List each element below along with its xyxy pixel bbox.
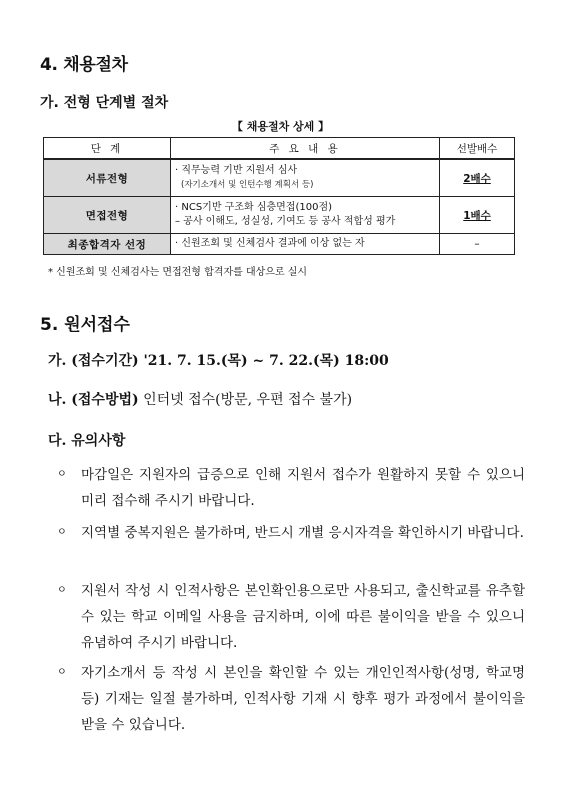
table-header-row <box>44 138 515 160</box>
stage-cell: 최종합격자 선정 <box>44 234 171 255</box>
content-line: · NCS기반 구조화 심층면접(100점) <box>175 202 333 213</box>
content-line: · 신원조회 및 신체검사 결과에 이상 없는 자 <box>175 238 365 249</box>
notice-item <box>57 520 525 546</box>
bullet-icon: ㅇ <box>57 667 67 678</box>
notice-item <box>57 660 525 738</box>
content-line: · 직무능력 기반 지원서 심사 <box>175 165 298 176</box>
table-row <box>44 234 515 255</box>
header-stage: 단 계 <box>44 138 171 160</box>
header-multiple: 선발배수 <box>440 138 515 160</box>
table-caption: 【 채용절차 상세 】 <box>231 120 330 133</box>
notice-item <box>57 462 525 514</box>
application-period <box>48 350 389 370</box>
bullet-icon: ㅇ <box>57 469 67 480</box>
application-method <box>48 389 352 409</box>
content-cell <box>171 234 440 255</box>
application-period-value: '21. 7. 15.(목) ~ 7. 22.(목) 18:00 <box>138 353 389 369</box>
notice-text: 마감일은 지원자의 급증으로 인해 지원서 접수가 원활하지 못할 수 있으니 미리 접수해 주시기 바랍니다. <box>81 467 525 509</box>
bullet-icon: ㅇ <box>57 527 67 538</box>
table-row <box>44 159 515 197</box>
multiple-cell: 2배수 <box>440 159 515 197</box>
notes-heading: 다. 유의사항 <box>48 433 126 449</box>
stage-cell: 면접전형 <box>44 197 171 234</box>
multiple-cell: 1배수 <box>440 197 515 234</box>
notice-text: 지역별 중복지원은 불가하며, 반드시 개별 응시자격을 확인하시기 바랍니다. <box>81 525 524 541</box>
multiple-cell: – <box>440 234 515 255</box>
application-method-value: 인터넷 접수(방문, 우편 접수 불가) <box>138 392 353 408</box>
content-note: (자기소개서 및 인턴수행 계획서 등) <box>181 180 314 190</box>
table-row <box>44 197 515 234</box>
table-note: * 신원조회 및 신체검사는 면접전형 합격자를 대상으로 실시 <box>48 267 308 278</box>
notice-text: 자기소개서 등 작성 시 본인을 확인할 수 있는 개인인적사항(성명, 학교명 등) 기재는 일절 불가하며, 인적사항 기재 시 향후 평가 과정에서 불이익을 받을 수 있습니다. <box>81 665 525 733</box>
section-4-title: 4. 채용절차 <box>40 55 128 75</box>
application-period-label: 가. (접수기간) <box>48 353 139 369</box>
notice-item <box>57 578 525 656</box>
application-method-label: 나. (접수방법) <box>48 392 139 408</box>
content-line: – 공사 이해도, 성실성, 기여도 등 공사 적합성 평가 <box>175 216 396 227</box>
header-content: 주 요 내 용 <box>171 138 440 160</box>
stage-cell: 서류전형 <box>44 159 171 197</box>
content-cell <box>171 159 440 197</box>
bullet-icon: ㅇ <box>57 585 67 596</box>
content-cell <box>171 197 440 234</box>
procedure-table <box>43 137 515 255</box>
section-5-title: 5. 원서접수 <box>40 315 130 335</box>
section-4-subtitle: 가. 전형 단계별 절차 <box>40 95 169 111</box>
notice-text: 지원서 작성 시 인적사항은 본인확인용으로만 사용되고, 출신학교를 유추할 수 있는 학교 이메일 사용을 금지하며, 이에 따른 불이익을 받을 수 있으니 유념하여 주시기 바랍니다. <box>81 583 525 651</box>
